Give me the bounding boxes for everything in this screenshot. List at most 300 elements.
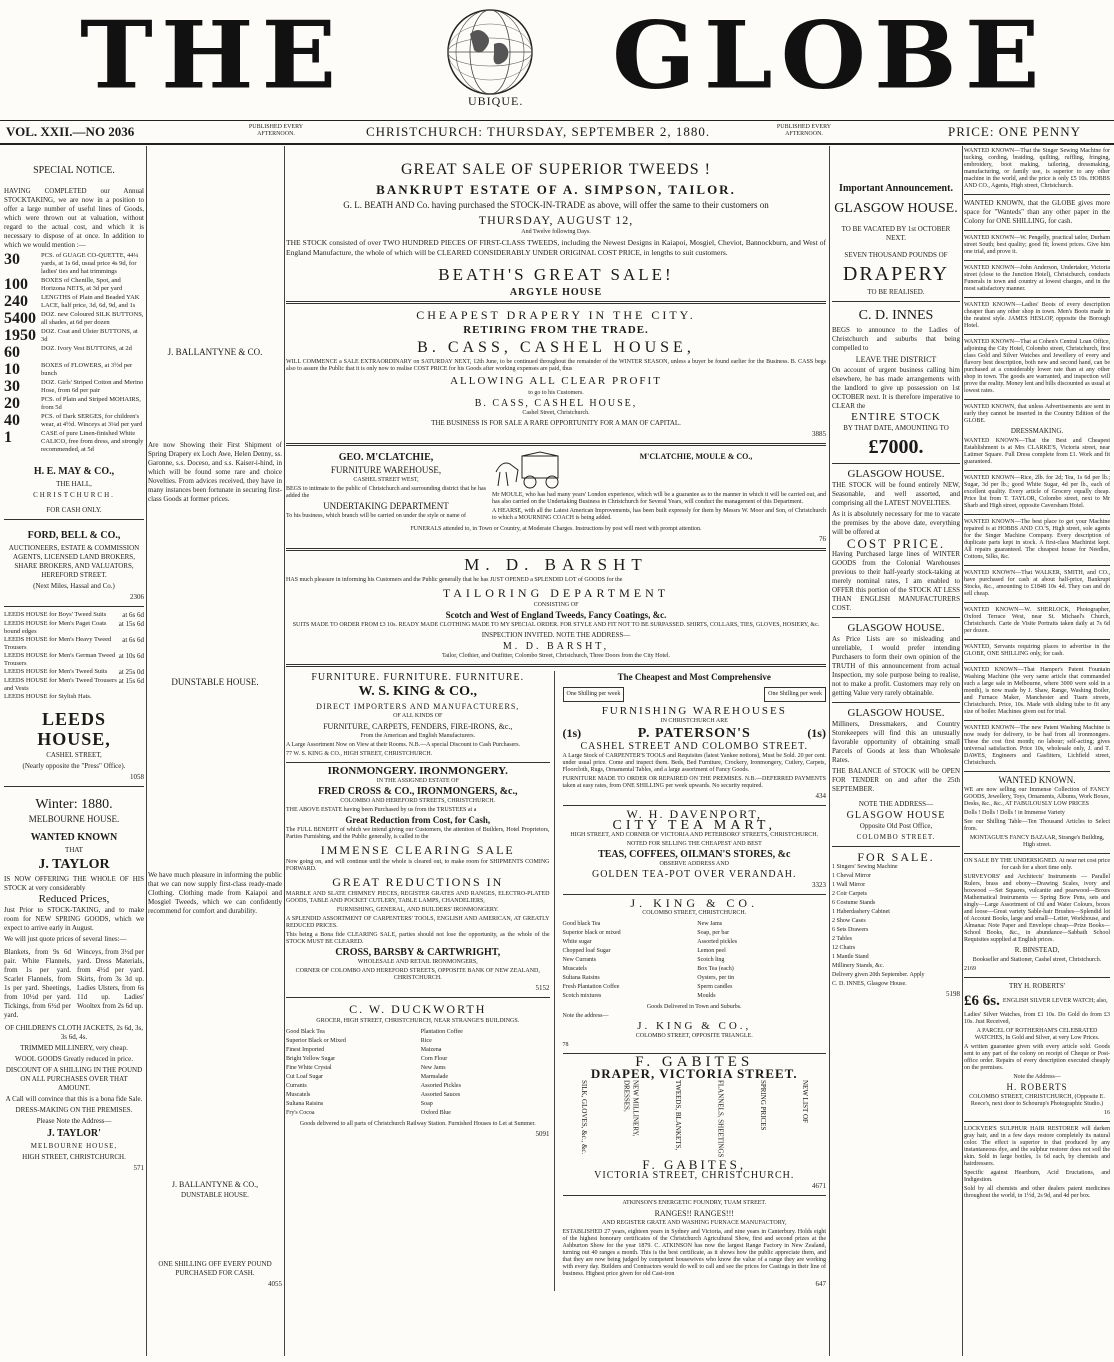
note-address: Note the Address—: [1013, 1074, 1061, 1080]
classified-ad: WANTED KNOWN—That at Cohen's Central Loan Office, adjoining the City Hotel, Colombo street, Christchurch, first class Gold and Silver Watches and Jewellery of every and flavory best description, both new and second hand, can be purchased at a considerably lower rate than at any other shop in town. The goods are warranted, and inspection will prove the reality. Money lent and bills discounted as usual at lowest rates.: [964, 339, 1110, 394]
divider: [286, 443, 826, 446]
price: PRICE: ONE PENNY: [948, 124, 1082, 139]
column-1: [4, 146, 144, 1356]
divider: [832, 702, 960, 703]
leeds-price-list: [4, 611, 144, 701]
advertiser-note: (Next Miles, Hassal and Co.): [33, 582, 115, 590]
publication-schedule: PUBLISHED EVERY AFTERNOON.: [248, 124, 304, 137]
column-rule: [284, 146, 285, 1356]
wanted-known-heading: WANTED KNOWN.: [998, 775, 1076, 785]
drapery-heading: DRAPERY: [842, 263, 950, 285]
special-notice-heading: SPECIAL NOTICE.: [33, 165, 115, 176]
paterson-made: FURNITURE MADE TO ORDER OR REPAIRED ON THE PREMISES. N.B.—DEFERRED PAYMENTS taken at easy rates, from ONE SHILLING per week upwards. No security required.: [562, 776, 826, 789]
reductions-heading: GREAT REDUCTIONS IN: [332, 875, 504, 889]
place-date: CHRISTCHURCH: THURSDAY, SEPTEMBER 2, 1880.: [366, 124, 711, 139]
list-item: Muscatels: [562, 966, 587, 972]
masthead-letter: T: [80, 0, 155, 111]
ad-number: 3885: [812, 430, 826, 438]
wanted-known: WANTED KNOWN: [30, 832, 118, 843]
cass-address: Cashel Street, Christchurch.: [522, 410, 590, 416]
list-item: 1 Mantle Stand: [832, 954, 869, 960]
column-rule: [962, 146, 963, 1356]
list-item: NEW LIST OF: [801, 1080, 810, 1123]
leeds-house-title: LEEDS HOUSE,: [37, 709, 111, 749]
classified-ad: WANTED, Servants requiring places to advertise in the GLOBE, ONE SHILLING only, for cash.: [964, 644, 1110, 657]
column-3: [286, 146, 826, 1356]
list-item: SILK, GLOVES, &c., &c.: [580, 1080, 589, 1155]
king-goods: FURNITURE, CARPETS, FENDERS, FIRE-IRONS, &c.,: [323, 722, 513, 731]
marble-line: MARBLE AND SLATE CHIMNEY PIECES, REGISTER GRATES AND RANGES, ELECTRO-PLATED GOODS, TABLE AND POCKET CUTLERY, TABLE LAMPS, CHANDELIERS,: [286, 891, 550, 904]
list-item: Assorted Sauces: [420, 1092, 461, 1098]
glasgow-house: GLASGOW HOUSE.: [847, 468, 945, 480]
bankrupt-estate: BANKRUPT ESTATE OF A. SIMPSON, TAILOR.: [376, 182, 736, 197]
list-item: Lemon peel: [697, 948, 726, 954]
mcclatchie-body: To his business, which branch will be carried on under the style or name of: [286, 513, 467, 519]
for-sale-list: [832, 864, 960, 970]
glasgow-house: GLASGOW HOUSE.: [834, 201, 958, 216]
list-item: 1950 DOZ. Coat and Ulster BUTTONS, at 3d: [4, 327, 138, 344]
classified-ad: WANTED KNOWN—Ladies' Boots of every description cheaper than any other shop in town. Men's Boots made in the neatest style. JAMES HESLOP, opposite the Borough Hotel.: [964, 302, 1110, 329]
mcclatchie-firm: M'CLATCHIE, MOULE & CO.,: [639, 452, 753, 461]
fred-cross-address: COLOMBO AND HEREFORD STREETS, CHRISTCHURCH.: [340, 798, 496, 804]
quote-line: We will just quote prices of several lines:—: [4, 935, 127, 943]
cost-price: COST PRICE.: [846, 536, 946, 551]
dolls-line: Dolls ! Dolls ! Dolls ! in Immense Variety: [964, 810, 1065, 816]
list-item: Oysters, per tin: [697, 975, 735, 981]
lockyer-body: LOCKYER'S SULPHUR HAIR RESTORER will darken gray hair, and in a few days restore completely its natural color. The effect is superior to that produced by any instantaneous dye, and the sulphur restorer does not soil the skin. Sold in large bottles, 1s 6d each, by chemists and hairdressers.: [964, 1126, 1110, 1167]
advertiser-premises: THE HALL,: [56, 480, 92, 488]
davenport-address: HIGH STREET, AND CORNER OF VICTORIA AND PETERBORO' STREETS, CHRISTCHURCH.: [570, 832, 819, 838]
ballantyne-showing: Are now Showing their First Shipment of Spring Drapery ex Loch Awe, Helen Denny, ss. Garonne, s.s. Doceso, and s.s. Kaiser-i-hind, in which will be found some rare and choice Novelties. From advices received, they have in many instances been fortunate in securing first-class Goods at former prices.: [148, 441, 282, 503]
now-going-line: Now going on, and will continue until the whole is cleared out, to make room for SHIPMENTS COMING FORWARD.: [286, 859, 550, 872]
list-item: Oxford Blue: [420, 1110, 451, 1116]
masthead-letter: E: [261, 0, 339, 111]
list-item: White sugar: [562, 939, 592, 945]
victoria-street: VICTORIA STREET, CHRISTCHURCH.: [594, 1170, 795, 1181]
furnishing-line: FURNISHING, GENERAL, AND BUILDERS' IRONMONGERY.: [336, 907, 499, 913]
ad-number: 4671: [812, 1182, 826, 1190]
note-address: NOTE THE ADDRESS—: [858, 800, 934, 808]
ad-number: 2169: [964, 966, 976, 972]
masthead-the: [80, 0, 339, 111]
binstead-name: R. BINSTEAD,: [1014, 946, 1060, 954]
note-address: Note the address—: [562, 1013, 609, 1019]
classified-ad: WANTED KNOWN—The best place to get your Machine repaired is at HOBBS AND CO.'S, High street, sole agents for the Singer Machine Company. Every description of duplicate parts kept in stock. A first-class Machinist kept. All repairs guaranteed. The cheapest house for Needles, Cottons, Silks, &c.: [964, 519, 1110, 560]
masthead-letter: H: [160, 0, 256, 111]
advertiser-street: HIGH STREET, CHRISTCHURCH.: [22, 1153, 126, 1161]
list-item: 20 PCS. of Plain and Striped MOHAIRS, from 5d: [4, 395, 141, 412]
ad-number: 3323: [812, 881, 826, 889]
one-shilling-mark: (1s): [807, 726, 826, 740]
winter-heading: Winter: 1880.: [35, 797, 113, 812]
split-ads: [286, 671, 826, 1291]
advertiser-street: CASHEL STREET,: [46, 751, 102, 759]
innes-name: C. D. INNES: [858, 308, 934, 323]
ad-number: 5152: [535, 984, 550, 992]
list-item: Scotch ling: [697, 957, 725, 963]
undertaking-department: UNDERTAKING DEPARTMENT: [323, 501, 449, 511]
cass-name: B. CASS, CASHEL HOUSE,: [417, 339, 695, 356]
list-item: 1 Haberdashery Cabinet: [832, 909, 890, 915]
column-5: [964, 146, 1110, 1356]
clear-profit: ALLOWING ALL CLEAR PROFIT: [450, 375, 662, 387]
cross-barsby-name: CROSS, BARSBY & CARTWRIGHT,: [335, 947, 501, 958]
list-item: Superior black or mixed: [562, 930, 621, 936]
volume-number: VOL. XXII.—NO 2036: [6, 124, 135, 139]
list-item: 6 Sets Drawers: [832, 927, 869, 933]
inspection-line: INSPECTION INVITED. NOTE THE ADDRESS—: [481, 631, 631, 639]
paterson-address: CASHEL STREET AND COLOMBO STREET.: [580, 741, 809, 752]
amount-total: £7000.: [868, 436, 924, 458]
list-item: LEEDS HOUSE for Stylish Hats.: [4, 693, 92, 700]
necessary-line: As it is absolutely necessary for me to vacate the premises by the above date, everything will be offered at: [832, 510, 960, 536]
shilling-table: See our Shilling Table—Ten Thousand Articles to Select from.: [964, 819, 1110, 832]
list-item: Fine White Crystal: [286, 1065, 332, 1071]
innes-body: BEGS to announce to the Ladies of Christchurch and suburbs that being compelled to: [832, 326, 960, 352]
one-shilling-mark: (1s): [562, 726, 582, 740]
duckworth-prices: [286, 1027, 550, 1119]
list-item: Assorted pickles: [697, 939, 738, 945]
shilling-week-badge: One Shilling per week: [764, 687, 826, 702]
list-item: Box Tea (each): [697, 966, 734, 972]
lockyer-specific: Specific against Heartburn, Acid Eructations, and Indigestion.: [964, 1170, 1110, 1183]
roberts-address: COLOMBO STREET, CHRISTCHURCH, (Opposite E. Reece's, next door to Schourup's Photographic Studio.): [969, 1094, 1105, 1107]
barsht-address: Tailor, Clothier, and Outfitter, Colombo Street, Christchurch, Three Doors from the City Hotel.: [441, 653, 671, 659]
atkinson-body: ESTABLISHED 27 years, eighteen years in Sydney and Victoria, and nine years in Canterbury. Holds eight of the highest honorary certificates of the Christchurch Agricultural Show, first and second prizes at the Ashburton Show for the year 1879. C. ATKINSON has now the largest Range Factory in New Zealand, turning out 40 ranges a month. This is the best certificate, as it shows how the public appreciate them, and that they are now being judged by competent housewives who know the value of a range they are working with every day. Builders and Contractors would do well to call and see the prices for Castings in their line of business. Highest price given for old Cast-iron: [562, 1229, 826, 1277]
noted-line: NOTED FOR SELLING THE CHEAPEST AND BEST: [626, 841, 762, 847]
jking-address: COLOMBO STREET, CHRISTCHURCH.: [642, 910, 747, 916]
list-item: Corn Flour: [420, 1056, 448, 1062]
english-silver: ENGLISH SILVER LEVER WATCH; also,: [1002, 998, 1108, 1004]
classified-ad: WANTED KNOWN—The new Patent Washing Machine is now ready for delivery, to be had from all ironmongers. These the cost first month; no labour; self-acting; gives universal satisfaction. Price 10s, wholesale only, J. and T. DAWES, Engineers and Gasfitters, Lichfield street, Christchurch.: [964, 725, 1110, 766]
delivery-line: Delivery given 20th September. Apply: [832, 972, 925, 978]
list-item: 30 DOZ. Girls' Striped Cotton and Merino Hose, from 6d per pair: [4, 378, 144, 395]
classified-ad: WANTED KNOWN—John Anderson, Undertaker, Victoria street (close to the Junction Hotel), Christchurch, conducts Funerals in town and country at lowest charges, and in the most satisfactory manner.: [964, 265, 1110, 292]
dressmaking-line: DRESS-MAKING ON THE PREMISES.: [15, 1106, 133, 1114]
list-item: New Jams: [697, 921, 723, 927]
price-columns: [4, 946, 144, 1022]
list-item: 2 Coir Carpets: [832, 891, 867, 897]
teas-line: TEAS, COFFEES, OILMAN'S STORES, &c: [598, 849, 791, 860]
call-line: A Call will convince that this is a bona fide Sale.: [5, 1095, 143, 1103]
classified-heading: DRESSMAKING.: [1010, 427, 1064, 435]
stocktaking-intro: HAVING COMPLETED our Annual STOCKTAKING, we are now in a position to offer a large number of useful lines of Goods, which were thrown out at valuation, without regard to the actual cost, and which it is necessary to dispose of at once. In addition to which we would mention :—: [4, 187, 144, 249]
atkinson-title: ATKINSON'S ENERGETIC FOUNDRY, TUAM STREET.: [622, 1200, 767, 1206]
advertiser-body: AUCTIONEERS, ESTATE & COMMISSION AGENTS, LICENSED LAND BROKERS, SHARE BROKERS, AND VALUATORS, HEREFORD STREET.: [8, 544, 140, 579]
list-item: Marmalade: [420, 1074, 449, 1080]
list-item: 1 Singers' Sewing Machine: [832, 864, 898, 870]
ad-number: 76: [819, 535, 826, 543]
for-sale-heading: FOR SALE.: [857, 850, 935, 864]
column-rule: [146, 146, 147, 1356]
list-item: Chopped loaf Sugar: [562, 948, 611, 954]
divider: [832, 846, 960, 847]
classified-ad: WANTED KNOWN—Rice, 2lb. for 2d; Tea, 1s 6d per lb.; Sugar, 3d per lb.; good White Sugar, 4d per lb., each of excellent quality. Every article of Grocery equally cheap. Price list from T. TAYLOR, Colombo street, next to Mr Sharb and High street, opposite Caversham Hotel.: [964, 475, 1110, 509]
gabites-vertical-list: [563, 1080, 827, 1158]
list-item: NEW MILLINERY, DRESSES,: [622, 1080, 640, 1137]
list-item: Sultana Raisins: [562, 975, 600, 981]
beaths-sale-title: BEATH'S GREAT SALE!: [438, 265, 674, 284]
king-direct: DIRECT IMPORTERS AND MANUFACTURERS,: [316, 702, 520, 711]
city-tea-mart: CITY TEA MART,: [612, 818, 776, 833]
list-item: 100 BOXES of Chenille, Spot, and Horizona NETS, at 3d per yard: [4, 276, 123, 293]
list-item: 10 BOXES of FLOWERS, at 3½d per bunch: [4, 361, 133, 378]
consisting-of: CONSISTING OF: [533, 602, 579, 608]
ad-number: 647: [815, 1280, 826, 1288]
mcclatchie-hearse: A HEARSE, with all the Latest American Improvements, has been built expressly for them by Messrs W. Moor and Son, of Christchurch to which a MOURNING COACH is being added.: [492, 508, 826, 521]
advertiser-name: H. E. MAY & CO.,: [33, 466, 115, 477]
rotherham-parcel: A PARCEL OF ROTHERHAM'S CELEBRATED WATCHES, In Gold and Silver, at very Low Prices.: [974, 1028, 1100, 1041]
colombo-street: COLOMBO STREET.: [856, 833, 936, 841]
observe-line: OBSERVE ADDRESS AND: [659, 861, 730, 867]
tailoring-department: TAILORING DEPARTMENT: [442, 586, 670, 600]
list-item: Soap: [420, 1101, 433, 1107]
advertiser-street: CASHEL STREET WEST,: [353, 477, 419, 483]
innes-address: C. D. INNES, Glasgow House.: [832, 981, 907, 987]
divider: [832, 617, 960, 618]
innes-body: On account of urgent business calling him elsewhere, he has made arrangements with the landlord to give up possession on 1st OCTOBER next. It is therefore imperative to CLEAR the: [832, 366, 960, 410]
divider: [286, 548, 826, 551]
jking-name: J. KING & CO.,: [637, 1020, 752, 1032]
cash-discount: ONE SHILLING OFF EVERY POUND PURCHASED FOR CASH.: [158, 1260, 272, 1277]
masthead-letter: O: [780, 0, 868, 111]
jking-address: COLOMBO STREET, OPPOSITE TRIANGLE.: [635, 1033, 753, 1039]
list-item: 1 CASE of pure Linen-finished White CALICO, free from dress, and strongly recommended, at 5d: [4, 429, 144, 453]
column-rule: [829, 146, 830, 1356]
list-item: LEEDS HOUSE for Men's Tweed Suits at 25s 0d: [4, 668, 144, 676]
cross-sub: WHOLESALE AND RETAIL IRONMONGERS,: [357, 959, 478, 965]
classified-ad: WANTED KNOWN—W. SHERLOCK, Photographer, Oxford Terrace West, near St. Michael's Church, Christchurch. Carte de Visite Portraits taken daily at 7s 6d per dozen.: [964, 607, 1110, 634]
splendid-line: A SPLENDID ASSORTMENT OF CARPENTERS' TOOLS, ENGLISH AND AMERICAN, AT GREATLY REDUCED PRICES.: [286, 916, 550, 929]
furniture-heading: FURNITURE. FURNITURE. FURNITURE.: [311, 672, 525, 683]
king-address: 77 W. S. KING & CO., HIGH STREET, CHRISTCHURCH.: [286, 751, 433, 757]
list-item: Muscatels: [286, 1092, 311, 1098]
fred-cross-name: FRED CROSS & CO., IRONMONGERS, &c.,: [318, 786, 518, 797]
divider: [4, 786, 144, 787]
list-item: 5400 DOZ. new Coloured SILK BUTTONS, all shades, at 6d per dozen: [4, 310, 144, 327]
masthead: [0, 0, 1114, 118]
cass-name: B. CASS, CASHEL HOUSE,: [474, 398, 638, 409]
binstead-sub: Bookseller and Stationer, Cashel street, Christchurch.: [972, 957, 1102, 963]
divider: [563, 805, 827, 806]
important-announcement: Important Announcement.: [839, 183, 953, 194]
cash-only-note: FOR CASH ONLY.: [46, 506, 102, 514]
ladies-watches: Ladies' Silver Watches, from £1 10s. Do Gold do from £3 10s. Just Received,: [964, 1012, 1110, 1025]
taylor-body: IS NOW OFFERING THE WHOLE OF HIS STOCK at very considerably: [4, 875, 144, 892]
list-item: Millinery Stands, &c.: [832, 963, 884, 969]
list-item: 1 Cheval Mirror: [832, 873, 871, 879]
entire-stock: ENTIRE STOCK: [851, 411, 941, 423]
millinery-line: TRIMMED MILLINERY, very cheap.: [20, 1044, 128, 1052]
list-item: Sultana Raisins: [286, 1101, 324, 1107]
draper-victoria: DRAPER, VICTORIA STREET.: [590, 1066, 798, 1081]
misleading-line: As Price Lists are so misleading and unreliable, I would prefer intending Purchasers to form their own opinion of the TRUTH of this announcement from actual Inspection, my sole purpose being to realise, not to make a profit. Customers may rely on getting Value very rarely obtainable.: [832, 635, 960, 697]
stock-body: THE STOCK will be found entirely NEW, Seasonable, and well assorted, and comprising all the LATEST NOVELTIES.: [832, 481, 960, 507]
list-item: LEEDS HOUSE for Men's Tweed Trousers and Vests at 15s 6d: [4, 677, 144, 692]
mcclatchie-ad: [286, 450, 826, 524]
paterson-body: A Large Stock of CARPENTER'S TOOLS and Requisites (latest Yankee notions), Must be Sold. 20 per cent. under usual price. Come and inspect them. Beds, Bed Furniture, Crockery, Ironmongery, Cutlery, Carpets, Floorcloth, Rugs, Ornamental Tables, and a large assortment of Fancy Goods.: [562, 753, 826, 773]
jking-prices: [563, 919, 827, 1002]
column-4: [832, 146, 960, 1356]
list-item: LEEDS HOUSE for Boys' Tweed Suits at 6s 6d: [4, 611, 144, 619]
ad-number: 16: [1104, 1110, 1110, 1116]
argyle-house: ARGYLE HOUSE: [509, 287, 603, 298]
divider: [4, 606, 144, 607]
list-item: 240 LENGTHS of Plain and Beaded YAK LACE, half price, 3d, 6d, 9d, and 1s: [4, 293, 140, 310]
dunstable-house: DUNSTABLE HOUSE.: [181, 1191, 249, 1199]
duckworth-name: C. W. DUCKWORTH: [349, 1002, 487, 1016]
list-item: Rice: [420, 1038, 432, 1044]
furnishing-warehouses: FURNISHING WAREHOUSES: [601, 705, 787, 717]
montague-bazaar: MONTAGUE'S FANCY BAZAAR, Strange's Building, High street.: [969, 835, 1105, 848]
wool-line: WOOL GOODS Greatly reduced in price.: [15, 1055, 133, 1063]
list-item: FLANNELS, SHEETINGS: [716, 1080, 725, 1158]
list-item: 30 PCS. of GUAGE CO-QUETTE, 44¼ yards, at 1s 6d, usual price 4s 9d, for ladies' ties and hat trimmings: [4, 251, 139, 275]
list-item: Fry's Cocoa: [286, 1110, 315, 1116]
masthead-letter: B: [873, 0, 959, 111]
ad-number: 434: [815, 792, 826, 800]
publication-schedule: PUBLISHED EVERY AFTERNOON.: [776, 124, 832, 137]
beath-offer: G. L. BEATH AND Co. having purchased the STOCK-IN-TRADE as above, will offer the same to their customers on: [343, 200, 769, 210]
shilling-week-badge: One Shilling per week: [563, 687, 625, 702]
tweeds-line: Scotch and West of England Tweeds, Fancy Coatings, &c.: [445, 610, 667, 620]
childrens-jackets: OF CHILDREN'S CLOTH JACKETS, 2s 6d, 3s, 3s 6d, 4s.: [5, 1024, 143, 1041]
list-item: 40 PCS. of Dark SERGES, for children's wear, at 4½d. Winceys at 3¼d per yard: [4, 412, 143, 429]
glasgow-house: GLASGOW HOUSE: [846, 810, 946, 821]
advertiser-name: FORD, BELL & CO.,: [27, 530, 121, 541]
list-item: Maizena: [420, 1047, 442, 1053]
taylor-body: Just Prior to STOCK-TAKING, and to make room for NEW SPRING GOODS, which we expect to arrive early in August.: [4, 906, 144, 932]
suits-line: SUITS MADE TO ORDER FROM £3 10s. READY MADE CLOTHING MADE TO MY SPECIAL ORDER. FOR STYLE AND FIT NOT TO BE SURPASSED. SHIRTS, COLLARS, TIES, GLOVES, HOSIERY, &c.: [292, 622, 820, 628]
cass-footer: THE BUSINESS IS FOR SALE A RARE OPPORTUNITY FOR A MAN OF CAPITAL.: [431, 419, 681, 427]
motto: UBIQUE.: [468, 94, 524, 108]
list-item: Assorted Pickles: [420, 1083, 461, 1089]
advertiser-city: CHRISTCHURCH.: [33, 491, 115, 499]
sale-date: THURSDAY, AUGUST 12,: [478, 213, 634, 227]
cheapest-comprehensive: The Cheapest and Most Comprehensive: [617, 672, 771, 682]
duckworth-sub: GROCER, HIGH STREET, CHRISTCHURCH, NEAR STRANGE'S BUILDINGS.: [316, 1018, 520, 1024]
ranges-line: RANGES!! RANGES!!!: [654, 1209, 734, 1218]
king-body: A Large Assortment Now on View at their Rooms. N.B.—A special Discount to Cash Purchasers.: [286, 742, 521, 748]
ad-number: 571: [133, 1164, 144, 1172]
list-item: Sperm candles: [697, 984, 733, 990]
reduced-prices: Reduced Prices,: [38, 893, 110, 905]
ballantyne-name: J. BALLANTYNE & CO.: [167, 347, 263, 357]
cass-body: to go to his Customers.: [528, 390, 584, 396]
list-item: Good Black Tea: [286, 1029, 325, 1035]
clothing-notice: We have much pleasure in informing the public that we can now supply first-class ready-made Clothing. Clothing made from Kaiapoi and Mosgiel Tweeds, which we can confidently recommend for comfort and durability.: [148, 871, 282, 915]
list-item: 12 Chairs: [832, 945, 856, 951]
divider: [563, 1195, 827, 1196]
glasgow-house: GLASGOW HOUSE.: [847, 707, 945, 719]
milliners-line: Milliners, Dressmakers, and Country Storekeepers will find this an unusually favorable opportunity of obtaining small Parcels of Goods at less than Wholesale Rates.: [832, 720, 960, 764]
duckworth-footer: Goods delivered to all parts of Christchurch Railway Station. Furnished Houses to Let at Summer.: [299, 1121, 536, 1127]
great-reduction: Great Reduction from Cost, for Cash,: [345, 815, 491, 825]
king-from: From the American and English Manufacturers.: [360, 733, 476, 739]
column-2: [148, 146, 282, 1356]
mcclatchie-body: BEGS to intimate to the public of Christchurch and surrounding district that he has added the: [286, 486, 486, 499]
ballantyne-name: J. BALLANTYNE & CO.,: [171, 1180, 259, 1189]
dunstable-house: DUNSTABLE HOUSE.: [171, 677, 259, 687]
assigned-estate: IN THE ASSIGNED ESTATE OF: [376, 778, 459, 784]
list-item: New Jams: [420, 1065, 446, 1071]
seven-thousand: SEVEN THOUSAND POUNDS OF: [844, 251, 948, 259]
clearance-list: [4, 252, 144, 454]
list-item: Soap, per bar: [697, 930, 730, 936]
clearing-sale: IMMENSE CLEARING SALE: [320, 843, 515, 857]
furniture-warehouse: FURNITURE WAREHOUSE,: [330, 465, 442, 475]
cross-address: CORNER OF COLOMBO AND HEREFORD STREETS, OPPOSITE BANK OF NEW ZEALAND, CHRISTCHURCH.: [295, 968, 540, 981]
benefit-line: The FULL BENEFIT of which we intend giving our Customers, the attention of Builders, Hotel Proprietors, Parties Furnishing, and the Public generally, is called to the: [286, 827, 550, 840]
classified-ad: WANTED KNOWN—That the Singer Sewing Machine for tucking, cording, braiding, quilting, ruffling, fringing, embroidery, boot making, tailoring, dressmaking, manufacturing, or family use, is superior to any other machine in the world, and the price is only £5 10s. HOBBS AND CO., Agents, High street, Christchurch.: [964, 148, 1110, 189]
classified-ad: WANTED KNOWN—That WALKER, SMITH, and CO., have purchased for cash at about half-price, Bankrupt Stocks, &c., amounting to £1848 10s 4d. They can and do sell cheap.: [964, 570, 1110, 597]
classified-ad: WANTED KNOWN—That the Best and Cheapest Establishment is at Mrs CLARKE'S, Victoria street, near Latimer Square. Full Dress complete from £1. Work and fit guaranteed.: [964, 438, 1110, 465]
advertiser-note: (Nearly opposite the "Press" Office).: [22, 762, 126, 770]
mcclatchie-name: GEO. M'CLATCHIE,: [338, 452, 434, 463]
divider: [286, 301, 826, 304]
masthead-globe: [612, 0, 1042, 111]
list-item: Cut Loaf Sugar: [286, 1074, 323, 1080]
discount-line: DISCOUNT OF A SHILLING IN THE POUND ON ALL PURCHASES OVER THAT AMOUNT.: [5, 1066, 143, 1092]
watch-price: £6 6s.: [964, 993, 1000, 1009]
melbourne-house: MELBOURNE HOUSE,: [30, 1142, 118, 1150]
that-label: THAT: [65, 846, 83, 854]
in-christchurch: IN CHRISTCHURCH ARE: [660, 718, 728, 724]
divider: [286, 997, 550, 998]
cass-body: WILL COMMENCE a SALE EXTRAORDINARY on SATURDAY NEXT, 12th June, to be continued throughout the remainder of the WINTER SEASON, unless a buyer be found earlier for the Business. B. CASS begs also to assure the Public that it is only now to realise COST PRICE for his Goods after working expenses are paid, thus: [286, 359, 826, 372]
jking-name: J. KING & CO.: [630, 896, 759, 910]
classified-ad: WANTED KNOWN—That Hamper's Patent Fountain Washing Machine (the very same article that commanded such a large sale in Melbourne, where 3000 were sold in a month), is now made by J. Shaw, Range, Washing Boiler, and Furnace Maker, Manchester and Tuam streets, Christchurch. Price, 10s. Made with sliding tube to fit any size of boiler. Machines given out for trial.: [964, 667, 1110, 715]
divider: [563, 894, 827, 895]
list-item: New Currants: [562, 957, 596, 963]
list-item: LEEDS HOUSE for Men's Heavy Tweed Trousers at 6s 6d: [4, 636, 144, 651]
davenport-name: W. H. DAVENPORT,: [626, 807, 762, 821]
amounting-line: BY THAT DATE, AMOUNTING TO: [843, 424, 949, 432]
tweeds-sale-title: GREAT SALE OF SUPERIOR TWEEDS !: [401, 161, 711, 178]
estate-line: THE ABOVE ESTATE having been Purchased by us from the TRUSTEES at a: [286, 807, 477, 813]
ad-number: 4055: [268, 1280, 282, 1288]
taylor-name: J. TAYLOR: [38, 857, 110, 872]
bona-fide-line: This being a Bona fide CLEARING SALE, parties should not lose the opportunity, as the whole of the STOCK MUST BE CLEARED.: [286, 932, 550, 945]
price-list-right: Winceys, from 3½d per yard. Dress Materials, from 4½d per yard. Skirts, from 3s 3d up. Ladies Ulsters, from 6s 11d up. Ladies' Wooltex from 2s 6d up.: [77, 948, 144, 1010]
list-item: Fresh Plantation Coffee: [562, 984, 620, 990]
sale-duration: And Twelve following Days.: [521, 229, 591, 235]
ironmongery-heading: IRONMONGERY. IRONMONGERY.: [327, 765, 508, 777]
divider: [832, 301, 960, 302]
masthead-letter: G: [612, 0, 698, 111]
gabites-name: F. GABITES,: [642, 1157, 747, 1172]
jking-footer: Goods Delivered in Town and Suburbs.: [646, 1004, 742, 1010]
gabites-name: F. GABITES: [635, 1054, 754, 1070]
barsht-body: HAS much pleasure in informing his Customers and the Public generally that he has JUST OPENED a SPLENDID LOT of GOODS for the: [286, 577, 623, 583]
realised-line: TO BE REALISED.: [867, 288, 925, 296]
divider: [832, 463, 960, 464]
divider: [286, 762, 550, 763]
mcclatchie-right: Mr MOULE, who has had many years' London experience, which will be a guarantee as to the manner in which it will be carried out, and has also carried on the Undertaking Business in Christchurch for Several Years, will conduct the management of this Department.: [492, 492, 826, 505]
list-item: Bright Yellow Sugar: [286, 1056, 336, 1062]
funerals-line: FUNERALS attended to, in Town or Country, at Moderate Charges. Instructions by post will meet with prompt attention.: [410, 526, 702, 532]
masthead-letter: E: [964, 0, 1042, 111]
list-item: 2 Tables: [832, 936, 852, 942]
taylor-name: J. TAYLOR': [47, 1128, 101, 1139]
ad-number: 5198: [946, 990, 960, 998]
masthead-letter: L: [703, 0, 775, 111]
price-list-left: Blankets, from 9s 6d pair. White Flannels, from 1s per yard. Scarlet Flannels, from 1s per yard. Sheetings, from 10½d per yard. Tickings, from 6½d per yard.: [4, 948, 71, 1019]
list-item: Good black Tea: [562, 921, 601, 927]
list-item: Plantation Coffee: [420, 1029, 463, 1035]
address-label: Please Note the Address—: [36, 1117, 112, 1125]
list-item: TWEEDS, BLANKETS,: [674, 1080, 683, 1151]
